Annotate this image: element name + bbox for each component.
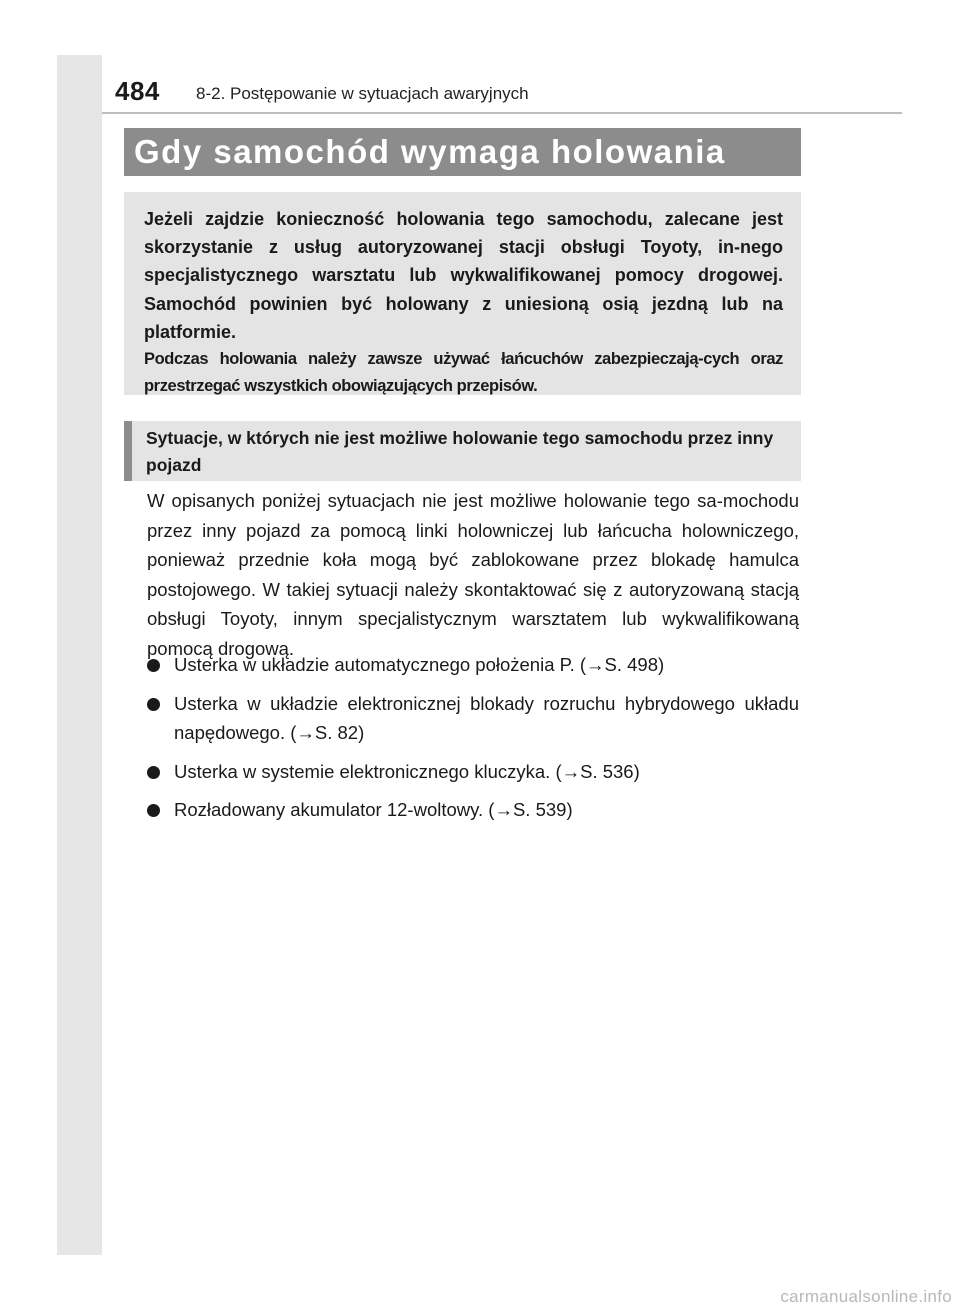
bullet-icon xyxy=(147,659,160,672)
list-item xyxy=(147,689,799,748)
list-item xyxy=(147,795,799,825)
bullet-icon xyxy=(147,766,160,779)
page-number: 484 xyxy=(115,76,160,106)
body-paragraph: W opisanych poniżej sytuacjach nie jest możliwe holowanie tego sa-mochodu przez inny pojazd za pomocą linki holowniczej lub łańcucha holowniczego, ponieważ przednie koła mogą być zablokowane przez blokadę hamulca postojowego. W takiej sytuacji należy skontaktować się z autoryzowaną stacją obsługi Toyoty, innym specjalistycznym warsztatem lub wykwalifikowaną pomocą drogową. xyxy=(147,490,799,659)
intro-paragraph-1: Jeżeli zajdzie konieczność holowania tego samochodu, zalecane jest skorzystanie z usług autoryzowanej stacji obsługi Toyoty, in-nego specjalistycznego warsztatu lub wykwalifikowanej pomocy drogowej. Samochód powinien być holowany z uniesioną osią jezdną lub na platformie. xyxy=(144,209,783,342)
list-item-text: Usterka w systemie elektronicznego kluczyka. (→S. 536) xyxy=(174,760,640,782)
list-item-text: Usterka w układzie elektronicznej blokady rozruchu hybrydowego układu napędowego. (→S. 82) xyxy=(174,692,799,743)
intro-paragraph-2: Podczas holowania należy zawsze używać łańcuchów zabezpieczają-cych oraz przestrzegać wszystkich obowiązujących przepisów. xyxy=(144,350,783,395)
page-title: Gdy samochód wymaga holowania xyxy=(134,133,726,170)
bullet-list xyxy=(147,650,799,834)
bullet-icon xyxy=(147,804,160,817)
subheading-box xyxy=(124,421,801,481)
list-item-text: Rozładowany akumulator 12-woltowy. (→S. 539) xyxy=(174,799,573,820)
list-item-text: Usterka w układzie automatycznego położenia P. (→S. 498) xyxy=(174,654,665,675)
bullet-icon xyxy=(147,698,160,711)
intro-box xyxy=(124,192,801,395)
subheading: Sytuacje, w których nie jest możliwe holowanie tego samochodu przez inny pojazd xyxy=(146,428,774,475)
side-band xyxy=(57,55,102,1255)
running-header: 8-2. Postępowanie w sytuacjach awaryjnych xyxy=(196,84,529,103)
header-rule xyxy=(102,112,902,114)
list-item xyxy=(147,650,799,680)
watermark: carmanualsonline.info xyxy=(780,1287,952,1306)
list-item xyxy=(147,757,799,787)
